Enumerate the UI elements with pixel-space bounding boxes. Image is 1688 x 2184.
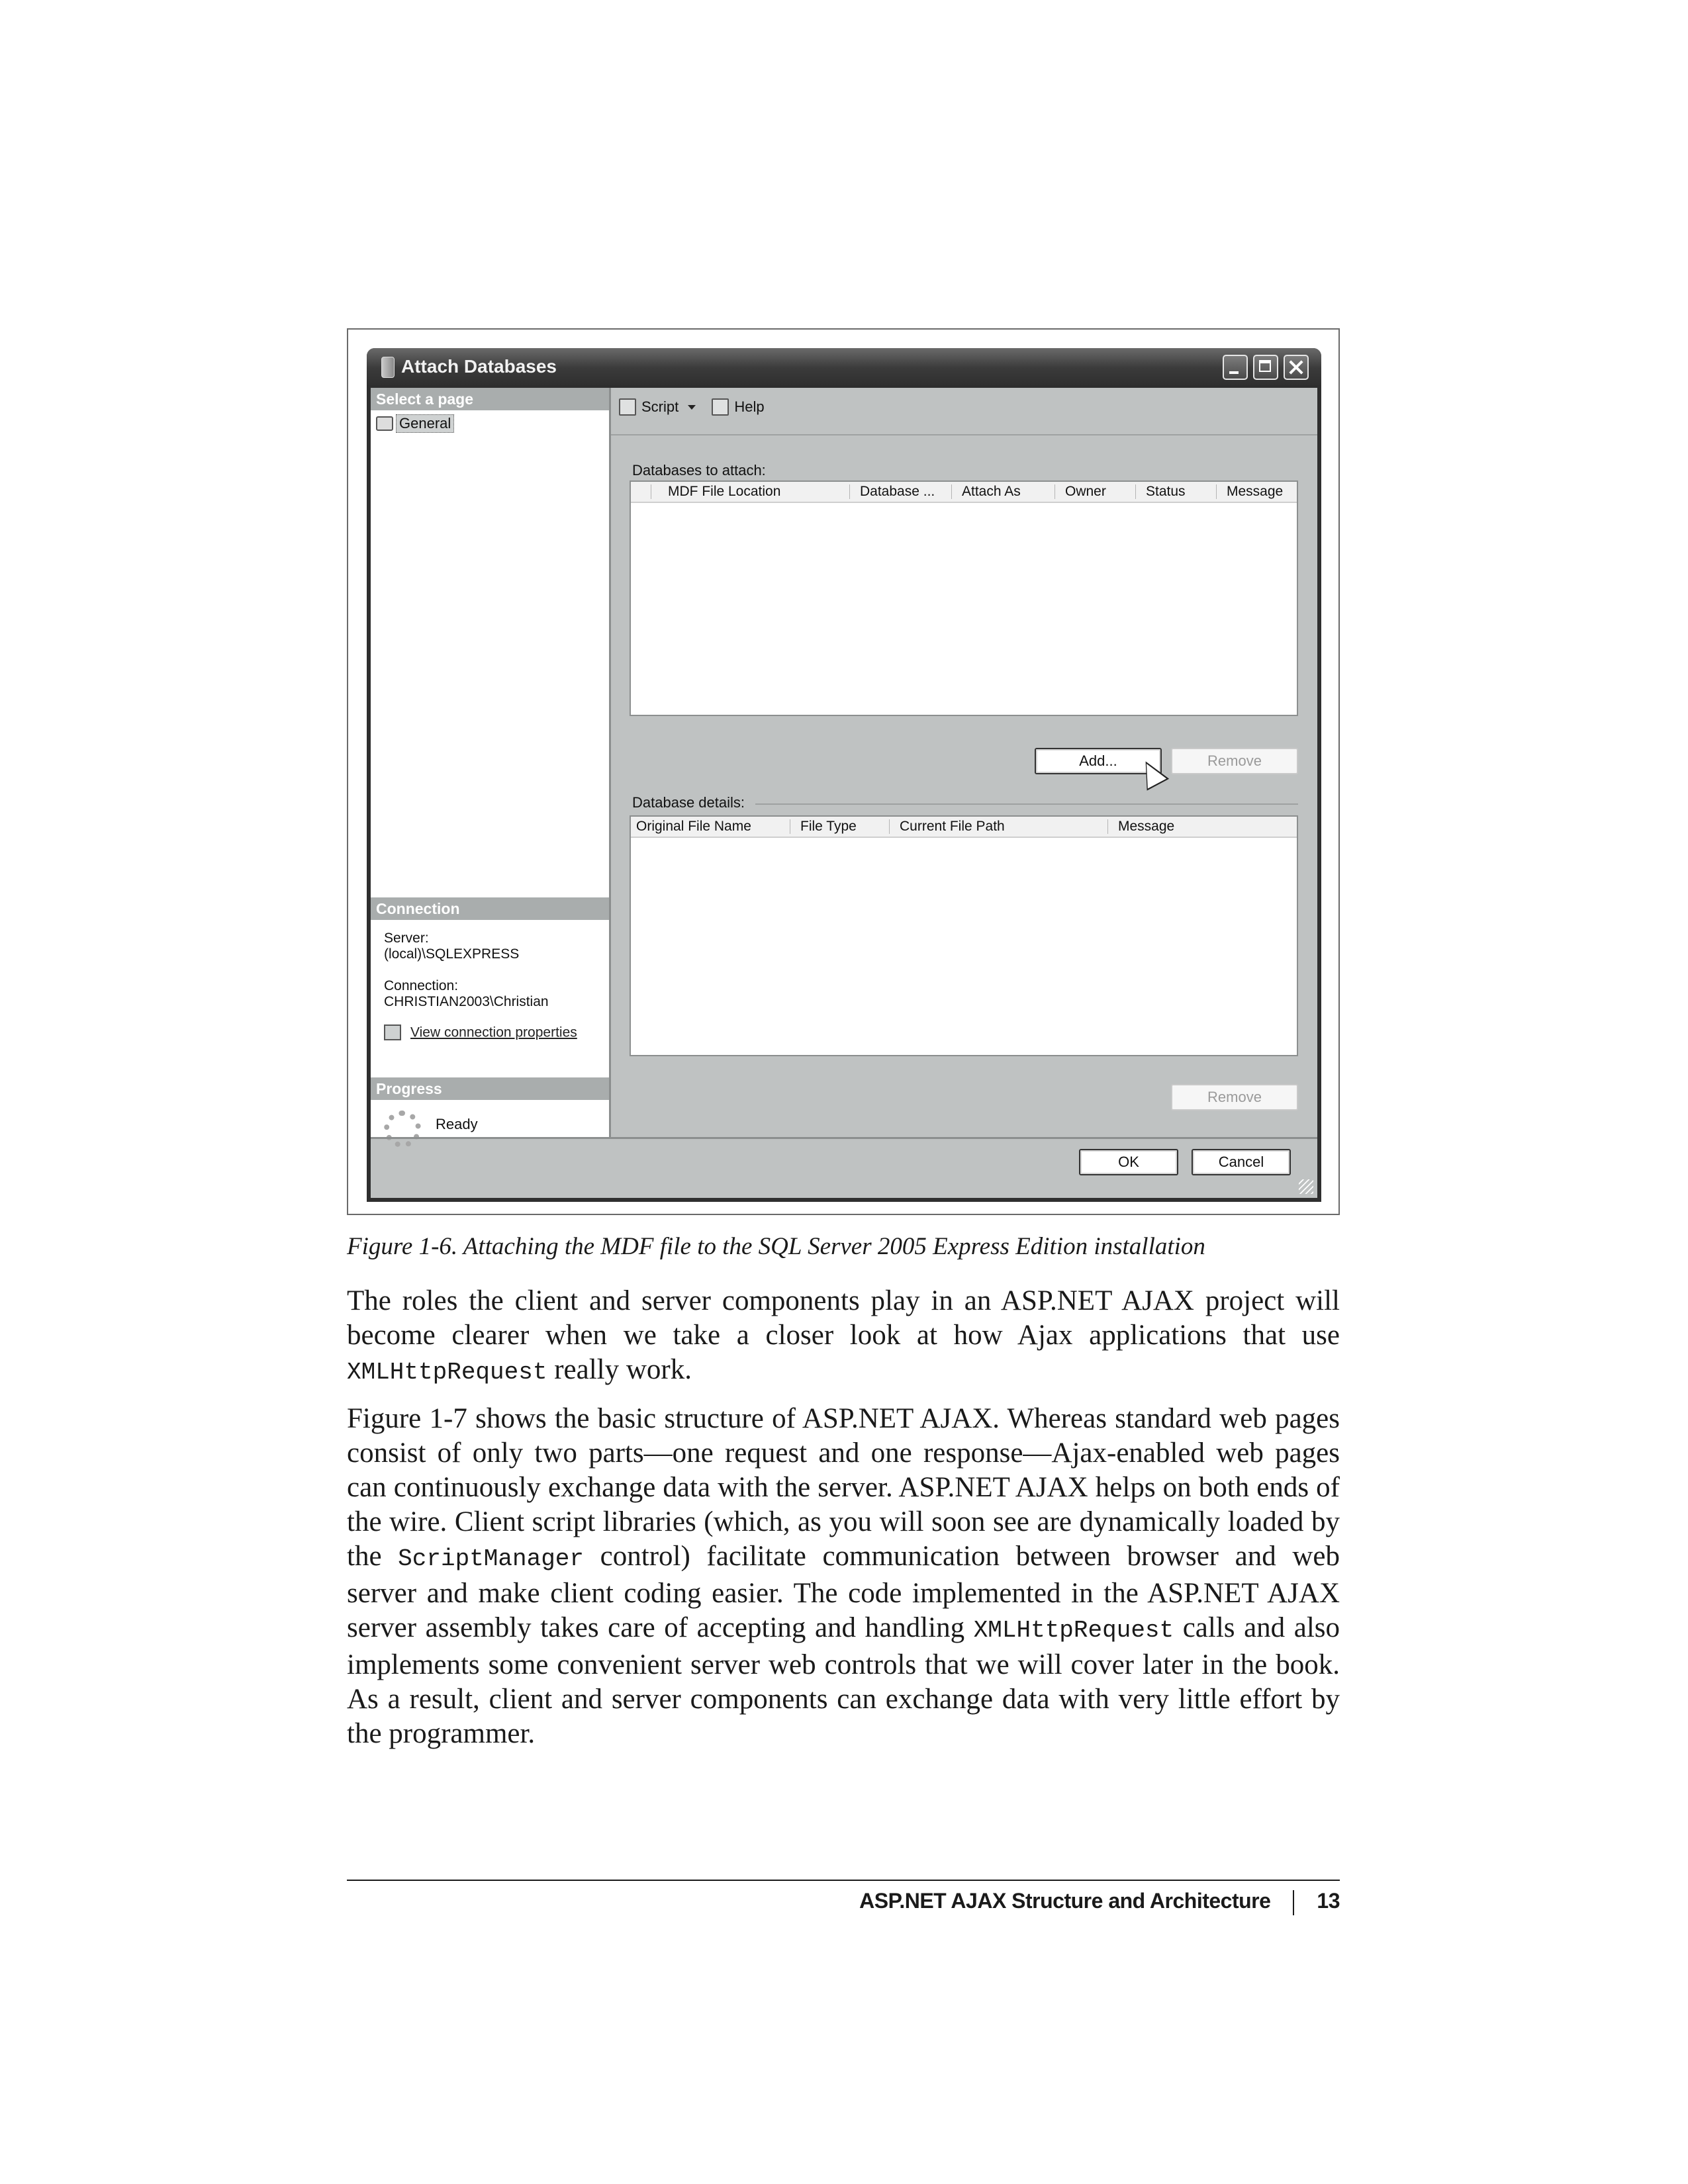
inline-code: ScriptManager: [398, 1545, 585, 1572]
text-run: calls and also implements some convenient server web controls that we will cover later in the book. As a result, client and server components can exchange data with very little effort by the programmer.: [347, 1612, 1340, 1749]
close-button[interactable]: [1284, 355, 1309, 380]
title-bar[interactable]: [367, 348, 1321, 388]
inline-code: XMLHttpRequest: [973, 1617, 1174, 1644]
column-header[interactable]: File Type: [800, 819, 857, 834]
progress-spinner-icon: [384, 1111, 421, 1148]
page-item-label: General: [396, 414, 454, 433]
footer-divider: [1293, 1890, 1294, 1915]
text-run: really work.: [547, 1354, 692, 1385]
group-separator: [755, 803, 1298, 805]
right-pane: [611, 388, 1317, 1137]
view-connection-link[interactable]: View connection properties: [410, 1024, 577, 1040]
text-run: The roles the client and server components play in an ASP.NET AJAX project will become clearer when we take a closer look at how Ajax applications that use: [347, 1285, 1340, 1351]
column-header[interactable]: Current File Path: [900, 819, 1005, 834]
server-label: Server:: [384, 931, 429, 946]
cancel-button[interactable]: Cancel: [1192, 1149, 1291, 1175]
resize-grip-icon[interactable]: [1299, 1179, 1313, 1194]
body-paragraph-1: [347, 1284, 1340, 1390]
ok-button[interactable]: OK: [1079, 1149, 1178, 1175]
dropdown-arrow-icon[interactable]: [688, 405, 696, 410]
database-details-label: Database details:: [632, 794, 745, 811]
help-icon: [712, 398, 729, 416]
help-button[interactable]: [712, 398, 764, 416]
figure-caption: Figure 1-6. Attaching the MDF file to the SQL Server 2005 Express Edition installation: [347, 1233, 1205, 1260]
help-label: Help: [734, 398, 765, 415]
column-header[interactable]: Message: [1227, 484, 1284, 499]
section-title: ASP.NET AJAX Structure and Architecture: [859, 1889, 1271, 1913]
column-header[interactable]: Owner: [1065, 484, 1106, 499]
maximize-button[interactable]: [1253, 355, 1278, 380]
column-header[interactable]: Original File Name: [636, 819, 751, 834]
database-details-grid[interactable]: [630, 815, 1298, 1056]
footer-separator: [371, 1137, 1317, 1139]
attach-databases-window: [367, 348, 1321, 1202]
grid-header: [631, 482, 1297, 503]
toolbar: [619, 398, 776, 420]
text-run: Figure 1-7 shows the basic structure of ASP.NET AJAX. Whereas standard web pages consist of only two parts—one request and one response—Ajax-enabled web pages can continuously exchange data with the server. ASP.NET AJAX helps on both ends of the wire. Client script libraries (which, as you will soon see are dynamically loaded by the: [347, 1403, 1340, 1572]
running-footer: [859, 1889, 1340, 1915]
grid-header: [631, 817, 1297, 838]
server-value: (local)\SQLEXPRESS: [384, 946, 520, 962]
left-pane: [371, 388, 611, 1137]
minimize-button[interactable]: [1223, 355, 1248, 380]
wrench-icon: [376, 416, 393, 431]
script-label: Script: [641, 398, 679, 415]
column-header[interactable]: Message: [1118, 819, 1175, 834]
databases-to-attach-grid[interactable]: [630, 480, 1298, 716]
script-button[interactable]: [619, 398, 696, 416]
text-run: control) facilitate communication between browser and web server and make client coding easier. The code implemented in the ASP.NET AJAX server assembly takes care of accepting and handling: [347, 1541, 1340, 1643]
remove-details-button[interactable]: Remove: [1171, 1084, 1298, 1111]
databases-to-attach-label: Databases to attach:: [632, 462, 766, 478]
connection-value: CHRISTIAN2003\Christian: [384, 994, 549, 1009]
connection-properties-icon: [384, 1024, 401, 1040]
script-icon: [619, 398, 636, 416]
column-header[interactable]: Database ...: [860, 484, 935, 499]
connection-label: Connection:: [384, 978, 459, 993]
body-paragraph-2: [347, 1402, 1340, 1751]
view-connection-properties[interactable]: [384, 1024, 577, 1040]
dialog-client-area: [371, 388, 1317, 1198]
toolbar-separator: [611, 434, 1317, 435]
database-icon: [381, 357, 395, 378]
footer-rule: [347, 1880, 1340, 1881]
progress-status: Ready: [436, 1116, 478, 1132]
window-title: Attach Databases: [401, 356, 557, 377]
connection-header: Connection: [371, 897, 609, 920]
column-header[interactable]: MDF File Location: [668, 484, 781, 499]
select-page-header: Select a page: [371, 388, 609, 410]
page-number: 13: [1317, 1889, 1340, 1913]
inline-code: XMLHttpRequest: [347, 1359, 547, 1386]
add-button[interactable]: Add...: [1035, 748, 1162, 774]
page-item-general[interactable]: [376, 414, 454, 434]
column-header[interactable]: Status: [1146, 484, 1186, 499]
column-header[interactable]: Attach As: [962, 484, 1021, 499]
remove-attach-button[interactable]: Remove: [1171, 748, 1298, 774]
progress-header: Progress: [371, 1077, 609, 1100]
